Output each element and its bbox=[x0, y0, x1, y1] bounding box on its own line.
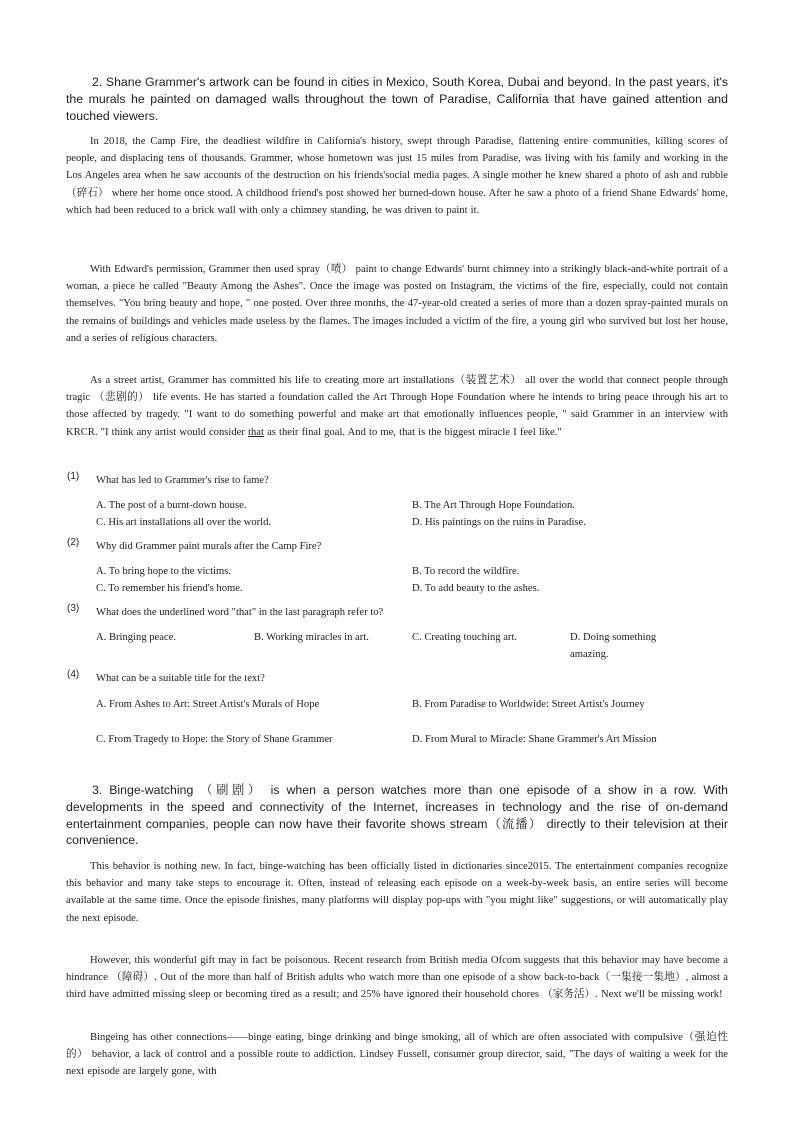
question-number: (1) bbox=[67, 471, 80, 482]
question-number: (4) bbox=[67, 669, 80, 680]
passage2-paragraph-2: With Edward's permission, Grammer then used spray（喷） paint to change Edwards' burnt chimney into a strikingly black-and-white portrait of a woman, a piece he called "Beauty Among the Ashes". Once the image was posted on Instagram, the victims of the fire, especially, could not contain themselves. "You bring beauty and hope, " one posted. Over three months, the 47-year-old created a series of more than a dozen spray-painted murals on the remains of buildings and vehicles made useless by the flames. The images included a victim of the fire, a young girl who survived but lost her house, and a series of religious characters. bbox=[66, 264, 728, 344]
passage3-paragraph-1: This behavior is nothing new. In fact, binge-watching has been officially listed in dictionaries since2015. The entertainment companies recognize this behavior and many take steps to encourage it. Often, instead of releasing each episode on a week-by-week basis, an entire series will become available at the same time. Once the episode finishes, many platforms will display pop-ups with "you might like" suggestions, or will automatically play the next episode. bbox=[66, 861, 728, 924]
question-number: (2) bbox=[67, 537, 80, 548]
option-b[interactable]: B. To record the wildfire. bbox=[412, 566, 520, 577]
option-a[interactable]: A. Bringing peace. bbox=[96, 632, 177, 643]
question-number: (3) bbox=[67, 603, 80, 614]
option-c[interactable]: C. His art installations all over the world. bbox=[96, 517, 272, 528]
underlined-word-that: that bbox=[248, 426, 264, 438]
passage3-paragraph-2: However, this wonderful gift may in fact be poisonous. Recent research from British media Ofcom suggests that this behavior may have become a hindrance （障碍）. Out of the more than half of British adults who watch more than one episode of a show back-to-back（一集接一集地）, almost a third have admitted missing sleep or becoming tired as a result; and 25% have ignored their household chores （家务活）. Next we'll be missing work! bbox=[66, 955, 728, 1001]
passage2-paragraph-1: In 2018, the Camp Fire, the deadliest wildfire in California's history, swept through Paradise, flattening entire communities, killing scores of people, and displacing tens of thousands. Grammer, whose hometown was just 15 miles from Paradise, was living with his family and working in the Los Angeles area when he saw accounts of the destruction on his friends'social media pages. A single mother he knew shared a photo of ash and rubble（碎石） where her home once stood. A childhood friend's post showed her burned-down house. After he saw a photo of a friend Shane Edwards' home, which had been reduced to a brick wall with only a chimney standing, he was driven to paint it. bbox=[66, 136, 728, 216]
option-d[interactable]: D. His paintings on the ruins in Paradise. bbox=[412, 517, 586, 528]
option-b[interactable]: B. The Art Through Hope Foundation. bbox=[412, 500, 575, 511]
passage3-paragraph-3: Bingeing has other connections——binge eating, binge drinking and binge smoking, all of which are often associated with compulsive（强迫性的） behavior, a lack of control and a possible route to addiction. Lindsey Fussell, consumer group director, said, "The days of waiting a week for the next episode are largely gone, with bbox=[66, 1032, 728, 1078]
option-b[interactable]: B. From Paradise to Worldwide: Street Artist's Journey bbox=[412, 699, 645, 710]
paragraph-text: as their final goal. And to me, that is the biggest miracle I feel like." bbox=[263, 426, 562, 438]
option-a[interactable]: A. To bring hope to the victims. bbox=[96, 566, 232, 577]
passage3-intro: 3. Binge-watching （刷剧） is when a person watches more than one episode of a show in a row. With developments in the speed and connectivity of the Internet, increases in technology and the rise of on-demand entertainment companies, people can now have their favorite shows stream（流播） directly to their television at their convenience. bbox=[66, 783, 728, 848]
passage2-intro: 2. Shane Grammer's artwork can be found in cities in Mexico, South Korea, Dubai and beyond. In the past years, it's the murals he painted on damaged walls throughout the town of Paradise, California that have gained attention and touched viewers. bbox=[66, 75, 728, 123]
option-c[interactable]: C. To remember his friend's home. bbox=[96, 583, 243, 594]
question-text: What has led to Grammer's rise to fame? bbox=[96, 475, 269, 486]
question-text: Why did Grammer paint murals after the Camp Fire? bbox=[96, 541, 322, 552]
option-d[interactable]: D. From Mural to Miracle: Shane Grammer's Art Mission bbox=[412, 734, 657, 745]
option-d[interactable]: D. To add beauty to the ashes. bbox=[412, 583, 540, 594]
option-c[interactable]: C. From Tragedy to Hope: the Story of Shane Grammer bbox=[96, 734, 333, 745]
option-a[interactable]: A. From Ashes to Art: Street Artist's Murals of Hope bbox=[96, 699, 320, 710]
question-text: What does the underlined word "that" in the last paragraph refer to? bbox=[96, 607, 384, 618]
paragraph-text: As a street artist, Grammer has committed his life to creating more art installations（装置艺术） all over the world that connect people through tragic （悲剧的） life events. He has started a foundation called the Art Through Hope Foundation where he intends to bring peace through his art to those affected by tragedy. "I want to do something powerful and make art that emotionally influences people, " said Grammer in an interview with KRCR. "I think any artist would consider bbox=[66, 375, 728, 438]
option-c[interactable]: C. Creating touching art. bbox=[412, 632, 518, 643]
question-text: What can be a suitable title for the text? bbox=[96, 673, 265, 684]
option-b[interactable]: B. Working miracles in art. bbox=[254, 632, 369, 643]
option-d[interactable]: D. Doing something amazing. bbox=[570, 632, 657, 660]
passage2-paragraph-3 bbox=[66, 372, 728, 441]
option-a[interactable]: A. The post of a burnt-down house. bbox=[96, 500, 247, 511]
